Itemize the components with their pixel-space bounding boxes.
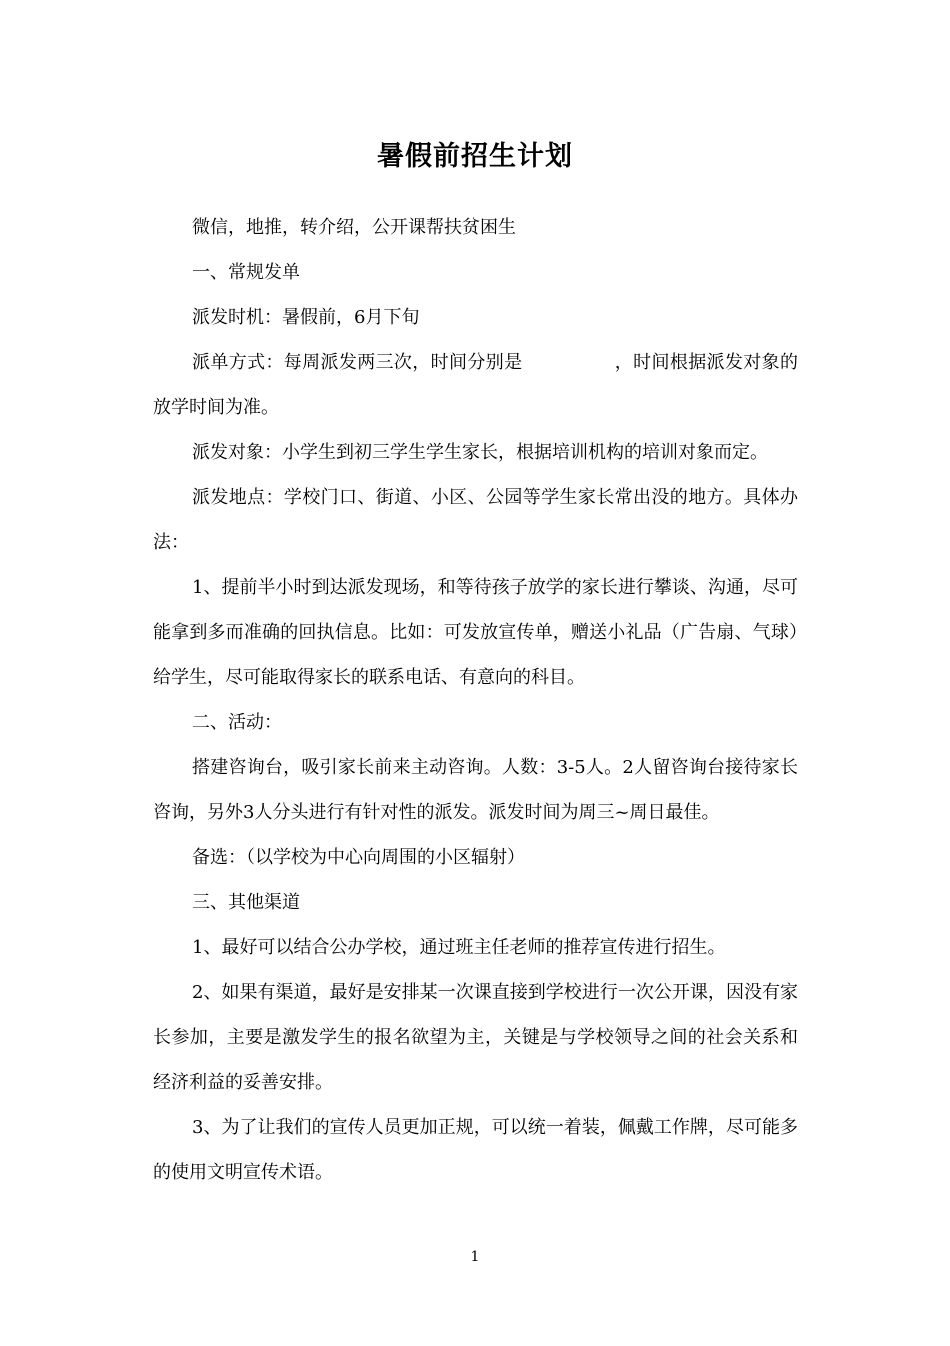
section-heading-other-channels: 三、其他渠道 bbox=[192, 892, 300, 913]
paragraph-intro: 微信，地推，转介绍，公开课帮扶贫困生 bbox=[192, 217, 516, 238]
paragraph-method bbox=[153, 340, 798, 430]
paragraph-method-before: 派单方式：每周派发两三次，时间分别是 bbox=[192, 352, 523, 373]
paragraph-alternative: 备选：（以学校为中心向周围的小区辐射） bbox=[192, 847, 525, 868]
document-title: 暑假前招生计划 bbox=[377, 141, 573, 172]
paragraph-timing: 派发时机：暑假前，6月下旬 bbox=[192, 307, 420, 328]
section-heading-activities: 二、活动： bbox=[192, 712, 282, 733]
paragraph-consult-desk: 搭建咨询台，吸引家长前来主动咨询。人数：3-5人。2人留咨询台接待家长咨询，另外3人分头进行有针对性的派发。派发时间为周三~周日最佳。 bbox=[153, 757, 798, 823]
paragraph-step-1: 1、提前半小时到达派发现场，和等待孩子放学的家长进行攀谈、沟通，尽可能拿到多而准确的回执信息。比如：可发放宣传单，赠送小礼品（广告扇、气球）给学生，尽可能取得家长的联系电话、有意向的科目。 bbox=[153, 577, 798, 688]
paragraph-location: 派发地点：学校门口、街道、小区、公园等学生家长常出没的地方。具体办法： bbox=[153, 487, 798, 553]
page-number: 1 bbox=[470, 1249, 480, 1265]
section-heading-regular-flyers: 一、常规发单 bbox=[192, 262, 300, 283]
paragraph-channel-2: 2、如果有渠道，最好是安排某一次课直接到学校进行一次公开课，因没有家长参加，主要是激发学生的报名欲望为主，关键是与学校领导之间的社会关系和经济利益的妥善安排。 bbox=[153, 982, 798, 1093]
paragraph-channel-3: 3、为了让我们的宣传人员更加正规，可以统一着装，佩戴工作牌，尽可能多的使用文明宣传术语。 bbox=[153, 1117, 798, 1183]
paragraph-channel-1: 1、最好可以结合公办学校，通过班主任老师的推荐宣传进行招生。 bbox=[192, 937, 726, 958]
paragraph-method-after: ，时间根据派发对象的放学时间为准。 bbox=[153, 352, 799, 418]
document-body bbox=[153, 205, 798, 1195]
paragraph-target: 派发对象：小学生到初三学生学生家长，根据培训机构的培训对象而定。 bbox=[192, 442, 768, 463]
